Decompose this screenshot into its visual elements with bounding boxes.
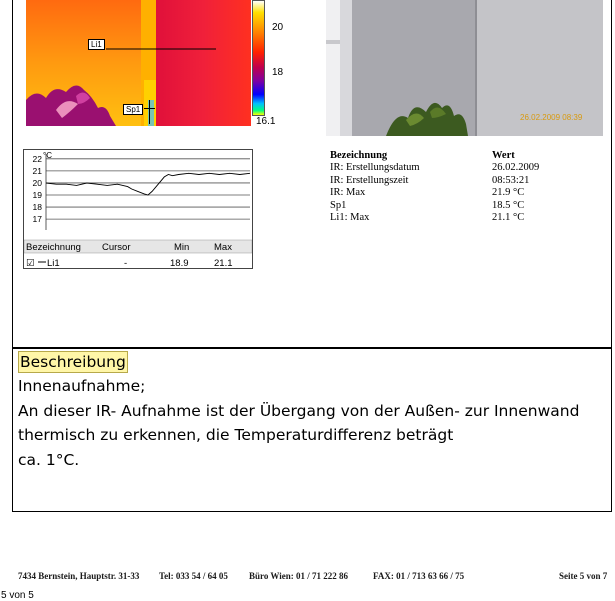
property-name: IR: Max bbox=[330, 187, 366, 199]
table-header-cell: Min bbox=[174, 242, 190, 253]
footer-tel: Tel: 033 54 / 64 05 bbox=[159, 571, 228, 581]
properties-table bbox=[330, 150, 590, 224]
spot-marker-crosshair bbox=[149, 100, 150, 124]
table-row-cursor: - bbox=[124, 258, 128, 268]
properties-row bbox=[330, 200, 590, 212]
properties-row bbox=[330, 187, 590, 199]
scale-label-18: 18 bbox=[272, 67, 284, 78]
scale-label-20: 20 bbox=[272, 22, 284, 33]
series-line-li1 bbox=[46, 173, 250, 195]
property-value: 26.02.2009 bbox=[492, 162, 540, 174]
y-tick-label: 17 bbox=[32, 214, 42, 225]
description-line: An dieser IR- Aufnahme ist der Übergang von der Außen- zur Innenwand bbox=[18, 402, 580, 420]
table-header-cell: Bezeichnung bbox=[26, 242, 81, 253]
y-tick-label: 22 bbox=[32, 153, 42, 164]
footer-address: 7434 Bernstein, Hauptstr. 31-33 bbox=[18, 571, 140, 581]
footer-fax: FAX: 01 / 713 63 66 / 75 bbox=[373, 571, 465, 581]
table-row-checkbox: ☑ bbox=[26, 258, 35, 268]
description-line: thermisch zu erkennen, die Temperaturdifferenz beträgt bbox=[18, 426, 454, 444]
spot-marker-label: Sp1 bbox=[123, 104, 143, 115]
property-value: 08:53:21 bbox=[492, 174, 530, 186]
properties-row bbox=[330, 212, 590, 224]
property-name: IR: Erstellungszeit bbox=[330, 174, 409, 186]
table-header-cell: Cursor bbox=[102, 242, 131, 253]
temperature-colorbar bbox=[252, 0, 265, 116]
y-tick-label: 21 bbox=[32, 165, 42, 176]
properties-header-value: Wert bbox=[492, 150, 515, 161]
y-axis-unit: °C bbox=[43, 151, 52, 160]
property-value: 21.1 °C bbox=[492, 212, 525, 224]
properties-header-name: Bezeichnung bbox=[330, 150, 388, 161]
table-row-min: 18.9 bbox=[170, 258, 189, 268]
description-line: Innenaufnahme; bbox=[18, 377, 146, 395]
page-counter: 5 von 5 bbox=[1, 590, 34, 601]
table-header-cell: Max bbox=[214, 242, 232, 253]
y-tick-label: 18 bbox=[32, 202, 42, 213]
description-line: ca. 1°C. bbox=[18, 451, 80, 469]
y-tick-label: 19 bbox=[32, 190, 42, 201]
scale-label-min: 16.1 bbox=[256, 116, 276, 127]
properties-row bbox=[330, 162, 590, 174]
footer-page: Seite 5 von 7 bbox=[559, 571, 608, 581]
table-row-name: Li1 bbox=[47, 258, 60, 268]
property-name: Sp1 bbox=[330, 199, 347, 211]
property-name: Li1: Max bbox=[330, 212, 370, 224]
y-tick-label: 20 bbox=[32, 177, 42, 188]
spot-marker-crosshair-h bbox=[144, 108, 155, 109]
properties-header bbox=[330, 150, 590, 162]
line-marker-label: Li1 bbox=[88, 39, 105, 50]
property-value: 21.9 °C bbox=[492, 187, 525, 199]
properties-row bbox=[330, 175, 590, 187]
profile-chart bbox=[24, 150, 252, 268]
footer-office: Büro Wien: 01 / 71 222 86 bbox=[249, 571, 349, 581]
description-heading: Beschreibung bbox=[20, 353, 126, 371]
profile-chart-panel bbox=[23, 149, 253, 269]
photo-date-stamp: 26.02.2009 08:39 bbox=[520, 113, 583, 122]
property-name: IR: Erstellungsdatum bbox=[330, 162, 420, 174]
property-value: 18.5 °C bbox=[492, 199, 525, 211]
table-row-max: 21.1 bbox=[214, 258, 233, 268]
